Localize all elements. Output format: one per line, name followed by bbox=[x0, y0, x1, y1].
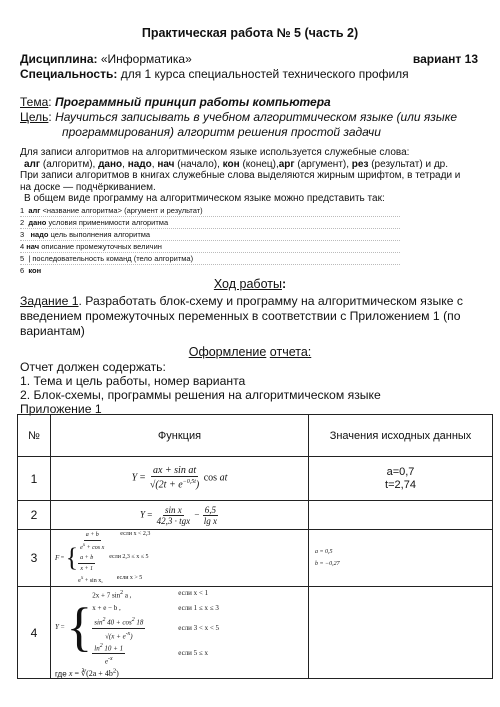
task-label: Задание 1 bbox=[20, 294, 79, 308]
intro-text: (результат) и др. bbox=[368, 158, 449, 170]
header-num: № bbox=[18, 415, 51, 457]
intro-text: , bbox=[151, 158, 158, 170]
topic-value: Программный принцип работы компьютера bbox=[54, 95, 331, 109]
discipline-line bbox=[20, 52, 192, 66]
table-row bbox=[18, 457, 493, 501]
value-a: a=0,7 bbox=[386, 465, 415, 478]
table-header-row bbox=[18, 415, 493, 457]
program-line bbox=[20, 229, 400, 241]
row-number: 4 bbox=[18, 587, 51, 679]
goal-line: Цель: Научиться записывать в учебном алгоритмическом языке (или языке bbox=[20, 110, 458, 124]
value-t: t=2,74 bbox=[385, 478, 416, 491]
kw-arg: арг bbox=[278, 158, 295, 170]
header-values: Значения исходных данных bbox=[309, 415, 493, 457]
condition-text: если 2,3 ≤ x ≤ 5 bbox=[109, 554, 149, 560]
workflow-heading-text: Ход работы bbox=[213, 277, 282, 291]
variants-table bbox=[17, 414, 493, 679]
program-line bbox=[20, 241, 400, 253]
page-title: Практическая работа № 5 (часть 2) bbox=[141, 26, 359, 40]
row-number: 3 bbox=[18, 530, 51, 587]
value-a: a = 0,5 bbox=[315, 549, 333, 555]
goal-text-2: программирования) алгоритм решения простой задачи bbox=[62, 125, 381, 139]
line-text: | последовательность команд (тело алгоритма) bbox=[28, 254, 194, 263]
report-block bbox=[20, 360, 381, 416]
condition-text: если 5 ≤ x bbox=[178, 649, 209, 658]
condition-text: если 1 ≤ x ≤ 3 bbox=[178, 604, 219, 613]
kw-kon: кон bbox=[222, 158, 240, 170]
program-line bbox=[20, 217, 400, 229]
table-row bbox=[18, 530, 493, 587]
report-line-3: 2. Блок-схемы, программы решения на алгоритмическом языке bbox=[20, 388, 381, 402]
table-row bbox=[18, 587, 493, 679]
program-line bbox=[20, 205, 400, 217]
task-block bbox=[20, 294, 490, 339]
task-text-3: вариантам) bbox=[20, 324, 85, 338]
line-keyword: алг bbox=[28, 206, 41, 215]
task-text-2: введением промежуточных переменных в соответствии с Приложением 1 (по bbox=[20, 309, 461, 323]
line-keyword: дано bbox=[28, 218, 47, 227]
line-text: <название алгоритма> (аргумент и результат) bbox=[40, 206, 203, 215]
formula-2: Y = $\frac{\text{sin x}}{\text{42,3 · tgx}}$ − $\frac{6,5}{\text{lg x}}$ bbox=[51, 501, 309, 530]
values-cell-2 bbox=[309, 501, 493, 530]
values-cell-4 bbox=[309, 587, 493, 679]
condition-text: если x > 5 bbox=[116, 575, 143, 581]
value-b: b = −0,27 bbox=[315, 561, 340, 567]
kw-rez: рез bbox=[351, 158, 369, 170]
report-heading-1: Оформление bbox=[188, 345, 267, 359]
formula-1: Y = $\frac{\text{ax + sin at}}{√(2t + e^{-0,5t})}$ cos at bbox=[51, 457, 309, 501]
line-text: условия применимости алгоритма bbox=[46, 218, 169, 227]
line-number: 1 bbox=[20, 206, 25, 215]
specialty-value: для 1 курса специальностей технического профиля bbox=[120, 67, 409, 81]
intro-line-2 bbox=[20, 159, 490, 171]
line-keyword: кон bbox=[28, 266, 42, 275]
header-function: Функция bbox=[51, 415, 309, 457]
intro-text: (конец), bbox=[239, 158, 279, 170]
topic-line: Тема: Программный принцип работы компьютера bbox=[20, 95, 331, 109]
condition-text: если x < 1 bbox=[178, 589, 209, 597]
line-text: цель выполнения алгоритма bbox=[48, 230, 151, 239]
report-line-2: 1. Тема и цель работы, номер варианта bbox=[20, 374, 246, 388]
intro-line-3: При записи алгоритмов в книгах служебные слова выделяются жирным шрифтом, в тетради и bbox=[20, 170, 461, 181]
values-cell-1 bbox=[309, 457, 493, 501]
kw-alg: алг bbox=[24, 158, 41, 170]
condition-text: если x < 2,3 bbox=[120, 531, 151, 537]
table-row bbox=[18, 501, 493, 530]
row-number: 1 bbox=[18, 457, 51, 501]
discipline-value: «Информатика» bbox=[100, 52, 192, 66]
line-number: 6 bbox=[20, 266, 25, 275]
program-template bbox=[20, 205, 400, 276]
formula-3: F = { $\frac{a + b}{e^x + \cos x}$ если x < 2,3 $\frac{a + b}{x + 1}$ если 2,3 ≤ x ≤ 5 $e^x + \sin x$, если x > 5 bbox=[51, 530, 309, 587]
intro-block bbox=[20, 147, 490, 205]
intro-text: (аргумент), bbox=[294, 158, 352, 170]
kw-dano: дано bbox=[98, 158, 123, 170]
report-heading bbox=[0, 345, 500, 359]
row-number: 2 bbox=[18, 501, 51, 530]
kw-nach: нач bbox=[157, 158, 175, 170]
line-number: 4 bbox=[20, 242, 25, 251]
intro-line-5: В общем виде программу на алгоритмическом языке можно представить так: bbox=[24, 193, 385, 204]
intro-line-1: Для записи алгоритмов на алгоритмическом языке используется служебные слова: bbox=[20, 147, 410, 158]
formula-4: Y = { 2x + 7 $\sin^2 a$ , если x < 1 x + e − b , если 1 ≤ x ≤ 3 $\frac{\sin^2 40 + \cos^2 18}{√(x + e^{-x})}$ если 3 < x < 5 $\frac{\ln^2 10 + 1}{e^{-x}}$ если 5 ≤ x где x = ∛(2a + $4b^2$) bbox=[51, 587, 309, 679]
line-keyword: надо bbox=[30, 230, 49, 239]
values-cell-3 bbox=[309, 530, 493, 587]
intro-line-4: на доске — подчёркиванием. bbox=[20, 181, 156, 193]
report-line-1: Отчет должен содержать: bbox=[20, 360, 166, 374]
intro-text: , bbox=[122, 158, 128, 170]
kw-nado: надо bbox=[127, 158, 152, 170]
goal-text-1: Научиться записывать в учебном алгоритмическом языке (или языке bbox=[55, 110, 458, 124]
line-text: описание промежуточных величин bbox=[39, 242, 162, 251]
line-number: 3 bbox=[20, 230, 25, 239]
line-keyword: нач bbox=[26, 242, 40, 251]
task-text-1: . Разработать блок-схему и программу на алгоритмическом языке с bbox=[78, 294, 463, 308]
specialty-line bbox=[20, 67, 409, 81]
workflow-heading: Ход работы: bbox=[213, 277, 287, 291]
topic-label: Тема bbox=[20, 95, 49, 109]
intro-text: (начало), bbox=[174, 158, 223, 170]
variant-label: вариант 13 bbox=[412, 52, 478, 66]
line-number: 2 bbox=[20, 218, 25, 227]
report-heading-2: отчета: bbox=[269, 345, 312, 359]
program-line bbox=[20, 253, 400, 265]
program-line bbox=[20, 265, 400, 276]
discipline-label: Дисциплина: bbox=[20, 52, 98, 66]
report-line-4: Приложение 1 bbox=[20, 402, 102, 416]
specialty-label: Специальность: bbox=[20, 67, 118, 81]
goal-label: Цель bbox=[20, 110, 49, 124]
intro-text: (алгоритм), bbox=[40, 158, 99, 170]
where-label: где bbox=[55, 669, 67, 679]
line-number: 5 bbox=[20, 254, 25, 263]
condition-text: если 3 < x < 5 bbox=[178, 623, 220, 632]
